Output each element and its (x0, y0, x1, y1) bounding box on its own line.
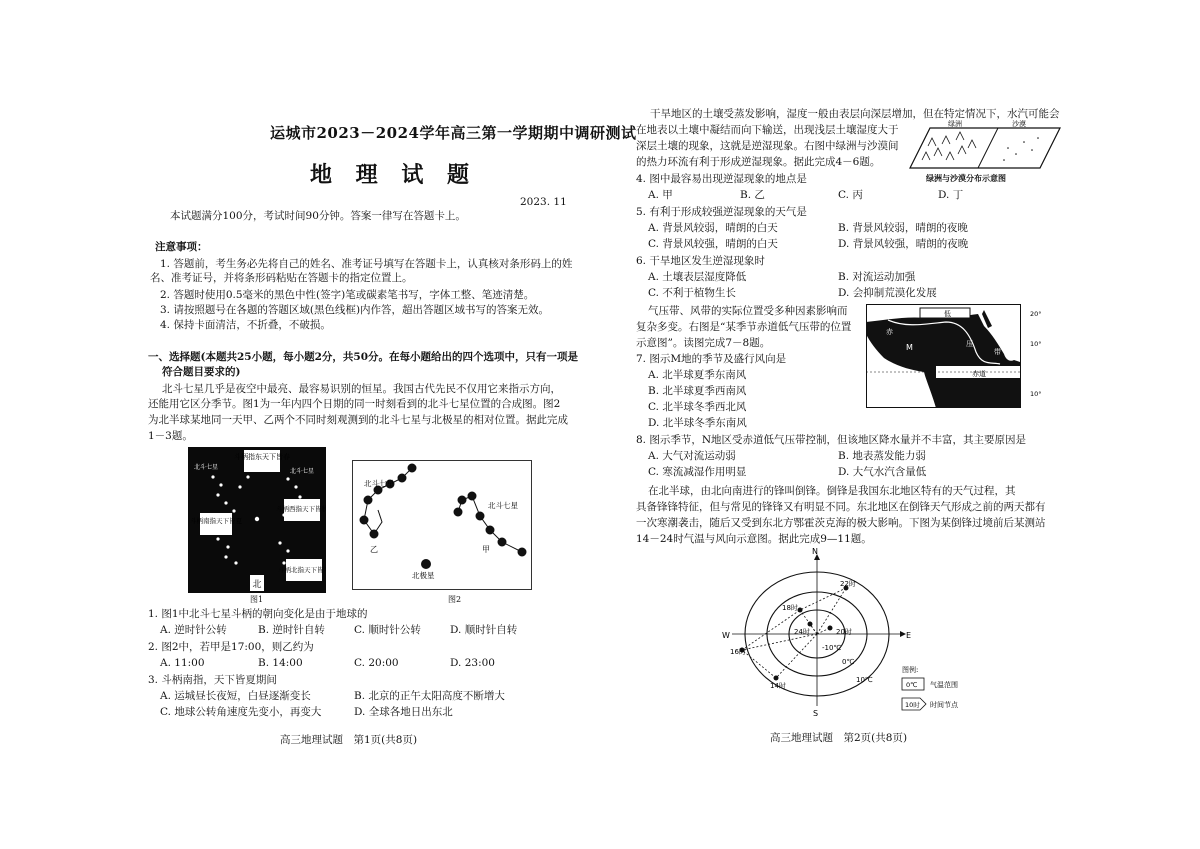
figure-2-caption: 图2 (448, 595, 462, 604)
time-20: 20时 (836, 628, 852, 636)
oasis-label: 绿洲 (948, 120, 962, 128)
question-option: D. 丁 (938, 189, 964, 201)
question-option: B. 逆时针自转 (258, 624, 325, 636)
map-m: M (906, 343, 913, 352)
dir-n: N (812, 548, 818, 556)
intro-line: 复杂多变。右图是“某季节赤道低气压带的位置 (636, 321, 852, 333)
intro-line: 气压带、风带的实际位置受多种因素影响而 (648, 305, 848, 317)
fig2-jia: 甲 (482, 545, 490, 554)
question-option: A. 北半球夏季东南风 (648, 369, 747, 381)
section-title-cont: 符合题目要求的) (162, 366, 241, 378)
question-option: D. 顺时针自转 (450, 624, 518, 636)
notice-line: 1. 答题前，考生务必先将自己的姓名、准考证号填写在答题卡上，认真核对条形码上的姓 (160, 258, 573, 270)
lat-label: 10° (1030, 340, 1042, 348)
question-option: A. 运城昼长夜短，白昼逐渐变长 (160, 690, 311, 702)
time-24: 24时 (794, 628, 810, 636)
front-wind-figure (720, 548, 990, 718)
desert-label: 沙漠 (1012, 120, 1026, 128)
intro-line: 北斗七星几乎是夜空中最亮、最容易识别的恒星。我国古代先民不仅用它来指示方向， (162, 383, 561, 395)
question-stem: 1. 图1中北斗七星斗柄的朝向变化是由于地球的 (148, 608, 368, 620)
time-22: 22时 (840, 580, 856, 588)
intro-line: 1－3题。 (148, 430, 193, 442)
time-14: 14时 (770, 682, 786, 690)
exam-info: 本试题满分100分，考试时间90分钟。答案一律写在答题卡上。 (170, 210, 466, 222)
fig1-label-winter: 斗柄北指天下皆冬 (278, 566, 326, 574)
question-option: C. 背景风较强，晴朗的白天 (648, 238, 778, 250)
question-option: C. 丙 (838, 189, 863, 201)
question-option: B. 对流运动加强 (838, 271, 916, 283)
fig1-label-autumn: 斗柄西指天下皆秋 (276, 505, 326, 513)
question-option: C. 地球公转角速度先变小，再变大 (160, 706, 322, 718)
question-option: A. 逆时针公转 (160, 624, 227, 636)
fig2-yi: 乙 (370, 545, 378, 554)
right-footer: 高三地理试题 第2页(共8页) (770, 732, 908, 744)
question-option: D. 23:00 (450, 657, 495, 669)
question-stem: 6. 干旱地区发生逆湿现象时 (636, 255, 765, 267)
question-option: B. 地表蒸发能力弱 (838, 450, 926, 462)
isotherm-label: -10℃ (822, 644, 842, 652)
question-option: D. 会抑制荒漠化发展 (838, 287, 937, 299)
question-option: B. 北京的正午太阳高度不断增大 (354, 690, 505, 702)
question-option: D. 背景风较强，晴朗的夜晚 (838, 238, 969, 250)
figure-2-graphic (352, 460, 532, 590)
question-option: C. 20:00 (354, 657, 399, 669)
fig2-dipper-right: 北斗七星 (488, 501, 518, 510)
legend-time: 时间节点 (930, 701, 958, 709)
intro-line: 在地表以土壤中凝结而向下输送，出现浅层土壤湿度大于 (636, 124, 899, 136)
figure-1-caption: 图1 (250, 595, 264, 604)
question-stem: 8. 图示季节，N地区受赤道低气压带控制，但该地区降水量并不丰富，其主要原因是 (636, 434, 1027, 446)
map-belt-char: 赤 (886, 328, 893, 336)
intro-line: 一次寒潮袭击，随后又受到东北方鄂霍茨克海的极大影响。下图为某倒锋过境前后某测站 (636, 517, 1046, 529)
section-title: 一、选择题(本题共25小题，每小题2分，共50分。在每小题给出的四个选项中，只有一项是 (148, 351, 578, 363)
question-stem: 3. 斗柄南指，天下皆夏期间 (148, 674, 277, 686)
isotherm-label: 10℃ (856, 676, 873, 684)
intro-line: 具备锋锋特征，但与常见的锋锋又有明显不同。东北地区在倒锋天气形成之前的两天都有 (636, 501, 1046, 513)
fig1-dipper-label: 北斗七星 (290, 468, 315, 475)
question-option: D. 北半球冬季东南风 (648, 417, 747, 429)
time-18: 18时 (782, 604, 798, 612)
fig1-label-summer: 斗柄南指天下皆夏 (190, 517, 242, 525)
notice-line: 2. 答题时使用0.5毫米的黑色中性(签字)笔或碳素笔书写，字体工整、笔迹清楚。 (160, 289, 535, 301)
notice-line: 4. 保持卡面清洁，不折叠，不破损。 (160, 319, 331, 331)
intro-line: 示意图”。读图完成7－8题。 (636, 337, 771, 349)
legend-temp-box: 0℃ (906, 681, 918, 689)
question-option: C. 顺时针公转 (354, 624, 421, 636)
fig1-label-spring: 斗柄指东天下皆春 (234, 453, 290, 461)
question-option: A. 背景风较弱，晴朗的白天 (648, 222, 778, 234)
subject-title: 地 理 试 题 (310, 162, 477, 188)
itcz-map-figure (866, 304, 1042, 408)
question-stem: 5. 有利于形成较强逆湿现象的天气是 (636, 206, 807, 218)
dir-s: S (813, 709, 819, 718)
dir-w: W (722, 631, 730, 640)
itcz-map-graphic (866, 304, 1042, 408)
fig1-north-label: 北 (252, 580, 262, 590)
intro-line: 还能用它区分季节。图1为一年内四个日期的同一时刻看到的北斗七星位置的合成图。图2 (148, 398, 561, 410)
question-stem: 7. 图示M地的季节及盛行风向是 (636, 353, 787, 365)
question-option: C. 北半球冬季西北风 (648, 401, 747, 413)
question-option: A. 土壤表层湿度降低 (648, 271, 747, 283)
fig1-dipper-label: 北斗七星 (194, 464, 219, 471)
legend-time-box: 10时 (905, 701, 920, 709)
question-option: A. 大气对流运动弱 (648, 450, 736, 462)
lat-label: 10° (1030, 390, 1042, 398)
intro-line: 14－24时气温与风向示意图。据此完成9—11题。 (636, 533, 872, 545)
intro-line: 为北半球某地同一天甲、乙两个不同时刻观测到的北斗七星与北极星的相对位置。据此完成 (148, 414, 568, 426)
question-option: B. 14:00 (258, 657, 303, 669)
dir-e: E (906, 631, 912, 640)
question-option: B. 北半球夏季西南风 (648, 385, 747, 397)
question-option: B. 乙 (740, 189, 765, 201)
question-stem: 4. 图中最容易出现逆湿现象的地点是 (636, 173, 807, 185)
map-equator: 赤道 (972, 370, 986, 378)
fig2-dipper-left: 北斗七星 (364, 479, 394, 488)
question-stem: 2. 图2中，若甲是17:00，则乙约为 (148, 641, 314, 653)
intro-line: 深层土壤的现象，这就是逆湿现象。右图中绿洲与沙漠间 (636, 140, 899, 152)
intro-line: 干旱地区的土壤受蒸发影响，湿度一般由表层向深层增加，但在特定情况下，水汽可能会 (650, 108, 1060, 120)
figure-2 (352, 460, 532, 590)
isotherm-label: 0℃ (842, 658, 855, 666)
question-option: A. 11:00 (160, 657, 205, 669)
map-belt-char: 压 (966, 340, 973, 348)
question-option: B. 背景风较弱，晴朗的夜晚 (838, 222, 968, 234)
map-belt-char: 低 (944, 310, 951, 318)
fig2-polaris: 北极星 (412, 571, 435, 580)
intro-line: 的热力环流有利于形成逆湿现象。据此完成4－6题。 (636, 156, 881, 168)
exam-date: 2023. 11 (520, 196, 567, 208)
notice-title: 注意事项： (155, 241, 208, 253)
lat-label: 20° (1030, 310, 1042, 318)
left-footer: 高三地理试题 第1页(共8页) (280, 734, 418, 746)
question-option: C. 寒流减湿作用明显 (648, 466, 747, 478)
map-n: N (1006, 332, 1012, 340)
question-option: C. 不利于植物生长 (648, 287, 736, 299)
map-belt-char: 带 (994, 348, 1001, 356)
notice-line: 3. 请按照题号在各题的答题区域(黑色线框)内作答，超出答题区域书写的答案无效。 (160, 304, 550, 316)
front-wind-graphic (720, 548, 990, 718)
oasis-caption: 绿洲与沙漠分布示意图 (926, 173, 1006, 183)
question-option: D. 大气水汽含量低 (838, 466, 927, 478)
question-option: A. 甲 (648, 189, 673, 201)
legend-title: 图例: (902, 666, 919, 674)
figure-1 (188, 447, 326, 593)
time-16: 16时 (730, 648, 746, 656)
figure-1-graphic (188, 447, 326, 593)
intro-line: 在北半球，由北向南进行的锋叫倒锋。倒锋是我国东北地区特有的天气过程，其 (648, 485, 1016, 497)
exam-title: 运城市2023－2024学年高三第一学期期中调研测试 (270, 124, 637, 142)
question-option: D. 全球各地日出东北 (354, 706, 453, 718)
notice-line: 名、准考证号，并将条形码粘贴在答题卡的指定位置上。 (150, 272, 413, 284)
legend-temp: 气温范围 (930, 681, 958, 689)
